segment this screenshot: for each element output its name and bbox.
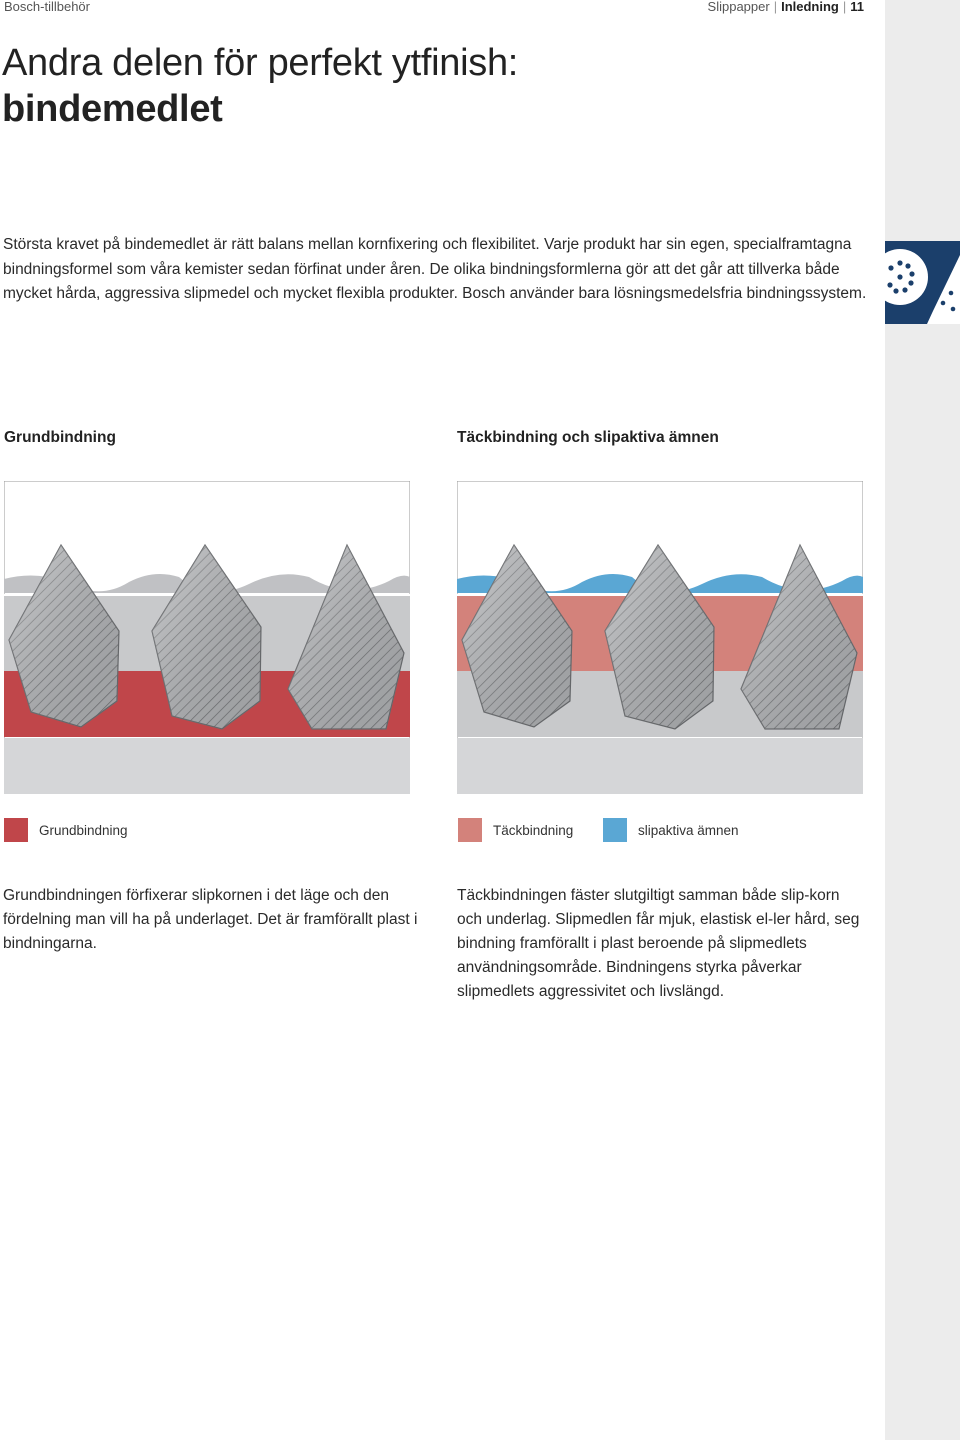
page-title-line-2: bindemedlet	[2, 88, 223, 130]
page-title-line-1: Andra delen för perfekt ytfinish:	[2, 42, 519, 84]
legend-size-coat	[458, 818, 573, 842]
size-coat-diagram	[457, 481, 863, 794]
backing-layer	[457, 738, 863, 794]
sanding-product-icon	[885, 241, 960, 324]
base-bond-diagram	[4, 481, 410, 794]
side-tab	[885, 0, 960, 1440]
left-body-text: Grundbindningen förfixerar slipkornen i det läge och den fördelning man vill ha på underlaget. Det är framförallt plast i bindningarna.	[3, 887, 418, 952]
legend-label-active-ingredients: slipaktiva ämnen	[638, 822, 739, 838]
abrasive-grains	[9, 545, 404, 729]
backing-layer	[4, 738, 410, 794]
header-section: Slippapper	[707, 0, 770, 14]
header-chapter: Inledning	[781, 0, 839, 14]
legend-swatch-size-coat	[458, 818, 482, 842]
page-number: 11	[850, 0, 864, 14]
legend-swatch-base-bond	[4, 818, 28, 842]
legend-label-size-coat: Täckbindning	[493, 822, 574, 838]
right-heading: Täckbindning och slipaktiva ämnen	[457, 429, 719, 446]
legend-active-ingredients	[603, 818, 739, 842]
intro-paragraph: Största kravet på bindemedlet är rätt balans mellan kornfixering och flexibilitet. Varje produkt har sin egen, specialframtagna bindningsformel som våra kemister sedan förfinat under åren. De olika bindningsformlerna gör att det går att tillverka både mycket hårda, aggressiva slipmedel och mycket flexibla produkter. Bosch använder bara lösningsmedelsfria bindningssystem.	[3, 236, 867, 302]
header-breadcrumb: Slippapper | Inledning | 11	[707, 0, 864, 14]
legend-label-base-bond: Grundbindning	[39, 822, 128, 838]
legend-swatch-active-ingredients	[603, 818, 627, 842]
page-title	[2, 40, 518, 132]
legend-base-bond	[4, 818, 128, 842]
left-heading: Grundbindning	[4, 429, 116, 446]
header-brand: Bosch-tillbehör	[4, 0, 90, 14]
abrasive-grains	[462, 545, 857, 729]
right-body-text: Täckbindningen fäster slutgiltigt samman både slip-korn och underlag. Slipmedlen får mjuk, elastisk el-ler hård, seg bindning framförallt i plast beroende på slipmedlets användningsområde. Bindningens styrka påverkar slipmedlets aggressivitet och livslängd.	[457, 887, 860, 1000]
